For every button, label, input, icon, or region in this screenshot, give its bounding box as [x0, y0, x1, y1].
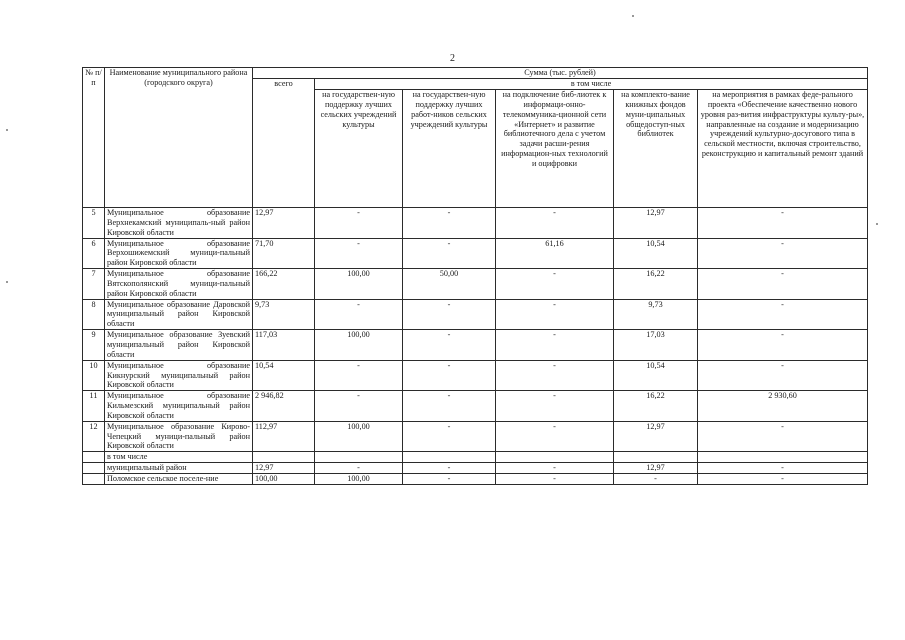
header-subcol-4: на комплекто-вание книжных фондов муни-ципальных общедоступ-ных библиотек	[614, 90, 698, 208]
district-name: Муниципальное образование Зуевский муниципальный район Кировской области	[105, 330, 253, 361]
value-cell: -	[496, 208, 614, 239]
value-cell: -	[315, 299, 403, 330]
value-cell: 9,73	[614, 299, 698, 330]
district-name: Муниципальное образование Даровской муниципальный район Кировской области	[105, 299, 253, 330]
value-cell: -	[698, 360, 868, 391]
district-name: Муниципальное образование Верхнекамский муниципаль-ный район Кировской области	[105, 208, 253, 239]
total-value: 12,97	[253, 463, 315, 474]
value-cell: -	[698, 330, 868, 361]
empty-cell	[698, 452, 868, 463]
value-cell: -	[496, 421, 614, 452]
value-cell: 10,54	[614, 238, 698, 269]
subtotal-label-row	[83, 452, 868, 463]
total-value: 166,22	[253, 269, 315, 300]
value-cell: 2 930,60	[698, 391, 868, 422]
value-cell: -	[403, 360, 496, 391]
district-name: Муниципальное образование Верхошижемский муници-пальный район Кировской области	[105, 238, 253, 269]
table-row	[83, 421, 868, 452]
value-cell: -	[403, 299, 496, 330]
empty-cell	[253, 452, 315, 463]
empty-cell	[614, 452, 698, 463]
header-subcol-2: на государствен-ную поддержку лучших работ-ников сельских учреждений культуры	[403, 90, 496, 208]
sub-row	[83, 473, 868, 484]
value-cell: -	[698, 269, 868, 300]
table-row	[83, 208, 868, 239]
table-row	[83, 360, 868, 391]
value-cell: 100,00	[315, 473, 403, 484]
value-cell: 16,22	[614, 269, 698, 300]
total-value: 117,03	[253, 330, 315, 361]
value-cell: -	[403, 238, 496, 269]
value-cell: 12,97	[614, 463, 698, 474]
district-name: Муниципальное образование Кирово-Чепецкий муници-пальный район Кировской области	[105, 421, 253, 452]
value-cell: 50,00	[403, 269, 496, 300]
header-subcol-5: на мероприятия в рамках феде-рального проекта «Обеспечение качественно нового уровня раз-вития инфраструктуры культу-ры», направленные на создание и модернизацию учреждений культурно-досугового типа в сельской местности, включая строительство, реконструкцию и капитальный ремонт зданий	[698, 90, 868, 208]
value-cell: -	[403, 421, 496, 452]
value-cell: -	[403, 391, 496, 422]
sub-row-name: муниципальный район	[105, 463, 253, 474]
value-cell: -	[698, 208, 868, 239]
row-number: 10	[83, 360, 105, 391]
sub-row	[83, 463, 868, 474]
value-cell: -	[496, 473, 614, 484]
budget-table	[82, 67, 868, 485]
value-cell: -	[698, 473, 868, 484]
page-number: 2	[450, 53, 455, 64]
header-in-that-number: в том числе	[315, 79, 868, 90]
table-row	[83, 238, 868, 269]
value-cell: -	[315, 238, 403, 269]
value-cell: -	[315, 360, 403, 391]
scan-speck	[6, 129, 8, 131]
value-cell: -	[496, 330, 614, 361]
header-subcol-1: на государствен-ную поддержку лучших сельских учреждений культуры	[315, 90, 403, 208]
total-value: 12,97	[253, 208, 315, 239]
total-value: 71,70	[253, 238, 315, 269]
header-total: всего	[253, 79, 315, 208]
value-cell: 61,16	[496, 238, 614, 269]
total-value: 112,97	[253, 421, 315, 452]
value-cell: 12,97	[614, 421, 698, 452]
table-row	[83, 269, 868, 300]
value-cell: -	[496, 463, 614, 474]
sub-label: в том числе	[105, 452, 253, 463]
row-number: 8	[83, 299, 105, 330]
row-number: 5	[83, 208, 105, 239]
row-number: 7	[83, 269, 105, 300]
value-cell: -	[403, 208, 496, 239]
total-value: 2 946,82	[253, 391, 315, 422]
value-cell: -	[403, 330, 496, 361]
value-cell: -	[315, 391, 403, 422]
value-cell: 17,03	[614, 330, 698, 361]
header-subcol-3: на подключение биб-лиотек к информаци-онно-телекоммуника-ционной сети «Интернет» и развитие библиотечного дела с учетом задачи расши-рения информацион-ных технологий и оцифровки	[496, 90, 614, 208]
district-name: Муниципальное образование Кикнурский муниципальный район Кировской области	[105, 360, 253, 391]
row-number	[83, 452, 105, 463]
value-cell: -	[496, 269, 614, 300]
value-cell: -	[403, 463, 496, 474]
table-row	[83, 391, 868, 422]
scan-speck	[876, 223, 878, 225]
value-cell: -	[315, 208, 403, 239]
row-number: 12	[83, 421, 105, 452]
scan-speck	[632, 15, 634, 17]
value-cell: -	[698, 238, 868, 269]
value-cell: -	[315, 463, 403, 474]
value-cell: -	[496, 360, 614, 391]
header-sum-title: Сумма (тыс. рублей)	[253, 68, 868, 79]
value-cell: 16,22	[614, 391, 698, 422]
value-cell: -	[496, 299, 614, 330]
value-cell: 10,54	[614, 360, 698, 391]
value-cell: 100,00	[315, 330, 403, 361]
row-number: 6	[83, 238, 105, 269]
table-row	[83, 330, 868, 361]
district-name: Муниципальное образование Кильмезский муниципальный район Кировской области	[105, 391, 253, 422]
value-cell: 12,97	[614, 208, 698, 239]
header-name: Наименование муниципального района (городского округа)	[105, 68, 253, 208]
row-number: 9	[83, 330, 105, 361]
value-cell: 100,00	[315, 421, 403, 452]
value-cell: -	[403, 473, 496, 484]
scan-speck	[6, 281, 8, 283]
value-cell: -	[698, 299, 868, 330]
table-row	[83, 299, 868, 330]
row-number	[83, 463, 105, 474]
total-value: 10,54	[253, 360, 315, 391]
empty-cell	[403, 452, 496, 463]
value-cell: -	[698, 463, 868, 474]
row-number	[83, 473, 105, 484]
header-num: № п/п	[83, 68, 105, 208]
district-name: Муниципальное образование Вятскополянский муници-пальный район Кировской области	[105, 269, 253, 300]
empty-cell	[496, 452, 614, 463]
value-cell: 100,00	[315, 269, 403, 300]
total-value: 9,73	[253, 299, 315, 330]
value-cell: -	[496, 391, 614, 422]
value-cell: -	[698, 421, 868, 452]
empty-cell	[315, 452, 403, 463]
sub-row-name: Поломское сельское поселе-ние	[105, 473, 253, 484]
value-cell: -	[614, 473, 698, 484]
total-value: 100,00	[253, 473, 315, 484]
row-number: 11	[83, 391, 105, 422]
